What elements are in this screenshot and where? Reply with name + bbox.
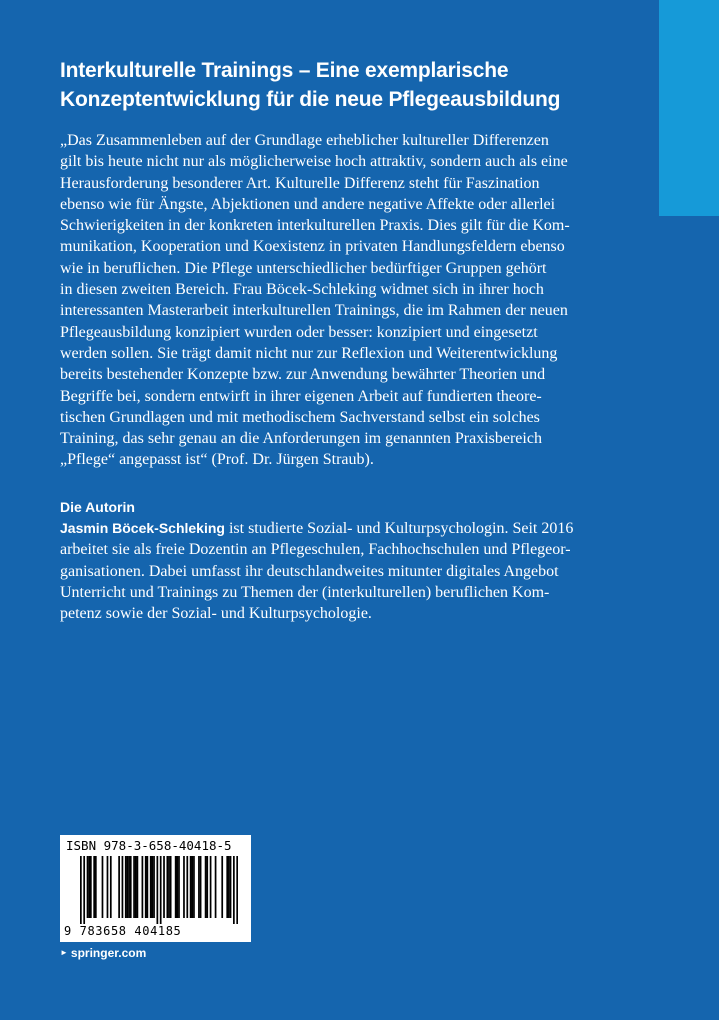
blurb-line: tischen Grundlagen und mit methodischem Sachverstand selbst ein solches: [60, 408, 540, 426]
blurb-line: ebenso wie für Ängste, Abjektionen und andere negative Affekte oder allerlei: [60, 195, 556, 213]
barcode-bar: [153, 856, 155, 918]
barcode-bar: [80, 856, 82, 924]
barcode-bar: [191, 856, 193, 918]
blurb-line: munikation, Kooperation und Koexistenz in privaten Handlungsfeldern ebenso: [60, 238, 565, 256]
barcode-bar: [206, 856, 208, 918]
author-bio-line: ganisationen. Dabei umfasst ihr deutschlandweites mitunter digitales Angebot: [60, 562, 559, 580]
author-heading: Die Autorin: [60, 499, 135, 515]
blurb-line: „Das Zusammenleben auf der Grundlage erheblicher kultureller Differenzen: [60, 132, 549, 149]
blurb-text: [60, 130, 660, 471]
author-bio-first-line: ist studierte Sozial- und Kulturpsychologin. Seit 2016: [224, 520, 574, 537]
blurb-line: Pflegeausbildung konzipiert wurden oder besser: konzipiert und eingesetzt: [60, 323, 538, 341]
barcode-bar: [233, 856, 235, 924]
barcode-bar: [152, 856, 154, 918]
blurb-line: interessanten Masterarbeit interkulturellen Trainings, die im Rahmen der neuen: [60, 302, 568, 320]
title-line: Interkulturelle Trainings – Eine exemplarische: [60, 59, 509, 82]
barcode-bar: [90, 856, 92, 918]
blurb-line: Training, das sehr genau an die Anforderungen im genannten Praxisbereich: [60, 430, 542, 448]
publisher-link[interactable]: [60, 945, 146, 961]
barcode-bar: [87, 856, 89, 918]
barcode-bar: [236, 856, 238, 924]
author-bio: [60, 518, 660, 624]
barcode-bar: [215, 856, 217, 918]
barcode-bar: [127, 856, 129, 918]
blurb-line: wie in beruflichen. Die Pflege unterschiedlicher bedürftiger Gruppen gehört: [60, 259, 547, 277]
blurb-line: bereits bestehender Konzepte bzw. zur Anwendung bewährter Theorien und: [60, 366, 546, 384]
author-name: Jasmin Böcek-Schleking: [60, 520, 225, 536]
barcode-bar: [175, 856, 177, 918]
barcode-bar: [93, 856, 95, 918]
barcode-bar: [135, 856, 137, 918]
barcode-bar: [88, 856, 90, 918]
barcode-bar: [198, 856, 200, 918]
barcode-bar: [122, 856, 124, 918]
accent-tab: [659, 0, 719, 216]
barcode-bar: [166, 856, 168, 918]
barcode-bar: [205, 856, 207, 918]
barcode-bars: [80, 856, 238, 924]
arrow-right-icon: ►: [60, 948, 68, 957]
barcode-bar: [147, 856, 149, 918]
blurb-line: werden sollen. Sie trägt damit nicht nur zur Reflexion und Weiterentwicklung: [60, 344, 558, 362]
barcode-bar: [226, 856, 228, 918]
barcode-bar: [193, 856, 195, 918]
author-bio-line: arbeitet sie als freie Dozentin an Pflegeschulen, Fachhochschulen und Pflegeor-: [60, 541, 571, 559]
author-bio-line: Unterricht und Trainings zu Themen der (interkulturellen) beruflichen Kom-: [60, 583, 550, 601]
barcode-bar: [163, 856, 165, 918]
blurb-line: Schwierigkeiten in der konkreten interkulturellen Praxis. Dies gilt für die Kom-: [60, 217, 570, 235]
barcode-bar: [145, 856, 147, 918]
barcode-bar: [210, 856, 212, 918]
barcode-bar: [228, 856, 230, 918]
barcode-bar: [170, 856, 172, 918]
blurb-line: in diesen zweiten Bereich. Frau Böcek-Schleking widmet sich in ihrer hoch: [60, 281, 544, 299]
barcode-bar: [183, 856, 185, 918]
barcode-bar: [130, 856, 132, 918]
author-bio-line: [60, 518, 660, 539]
barcode-bar: [107, 856, 109, 918]
blurb-line: Herausforderung besonderer Art. Kulturelle Differenz steht für Faszination: [60, 174, 540, 192]
barcode-digits: 9 783658 404185: [64, 924, 182, 938]
barcode-bar: [168, 856, 170, 918]
barcode-bar: [110, 856, 112, 918]
isbn-label: ISBN 978-3-658-40418-5: [66, 838, 232, 853]
barcode-bar: [176, 856, 178, 918]
barcode-bar: [160, 856, 162, 924]
barcode-bar: [142, 856, 144, 918]
barcode-bar: [118, 856, 120, 918]
blurb-line: gilt bis heute nicht nur als möglicherweise hoch attraktiv, sondern auch als eine: [60, 153, 568, 171]
barcode-bar: [95, 856, 97, 918]
barcode-bar: [102, 856, 104, 918]
barcode-bar: [137, 856, 139, 918]
barcode-bar: [128, 856, 130, 918]
author-bio-line: petenz sowie der Sozial- und Kulturpsychologie.: [60, 605, 372, 623]
barcode-bar: [133, 856, 135, 918]
barcode-bar: [230, 856, 232, 918]
barcode-bar: [200, 856, 202, 918]
barcode-bar: [125, 856, 127, 918]
barcode-bar: [221, 856, 223, 918]
book-title: [60, 56, 640, 114]
barcode-bar: [178, 856, 180, 918]
title-line: Konzeptentwicklung für die neue Pflegeausbildung: [60, 88, 561, 111]
barcode-bar: [186, 856, 188, 918]
isbn-barcode: [60, 835, 251, 942]
publisher-url: springer.com: [70, 946, 147, 960]
blurb-line: „Pflege“ angepasst ist“ (Prof. Dr. Jürgen Straub).: [60, 451, 374, 469]
blurb-line: Begriffe bei, sondern entwirft in ihrer eigenen Arbeit auf fundierten theore-: [60, 387, 542, 405]
barcode-bar: [157, 856, 159, 924]
barcode-bar: [150, 856, 152, 918]
barcode-bar: [83, 856, 85, 924]
barcode-bar: [190, 856, 192, 918]
